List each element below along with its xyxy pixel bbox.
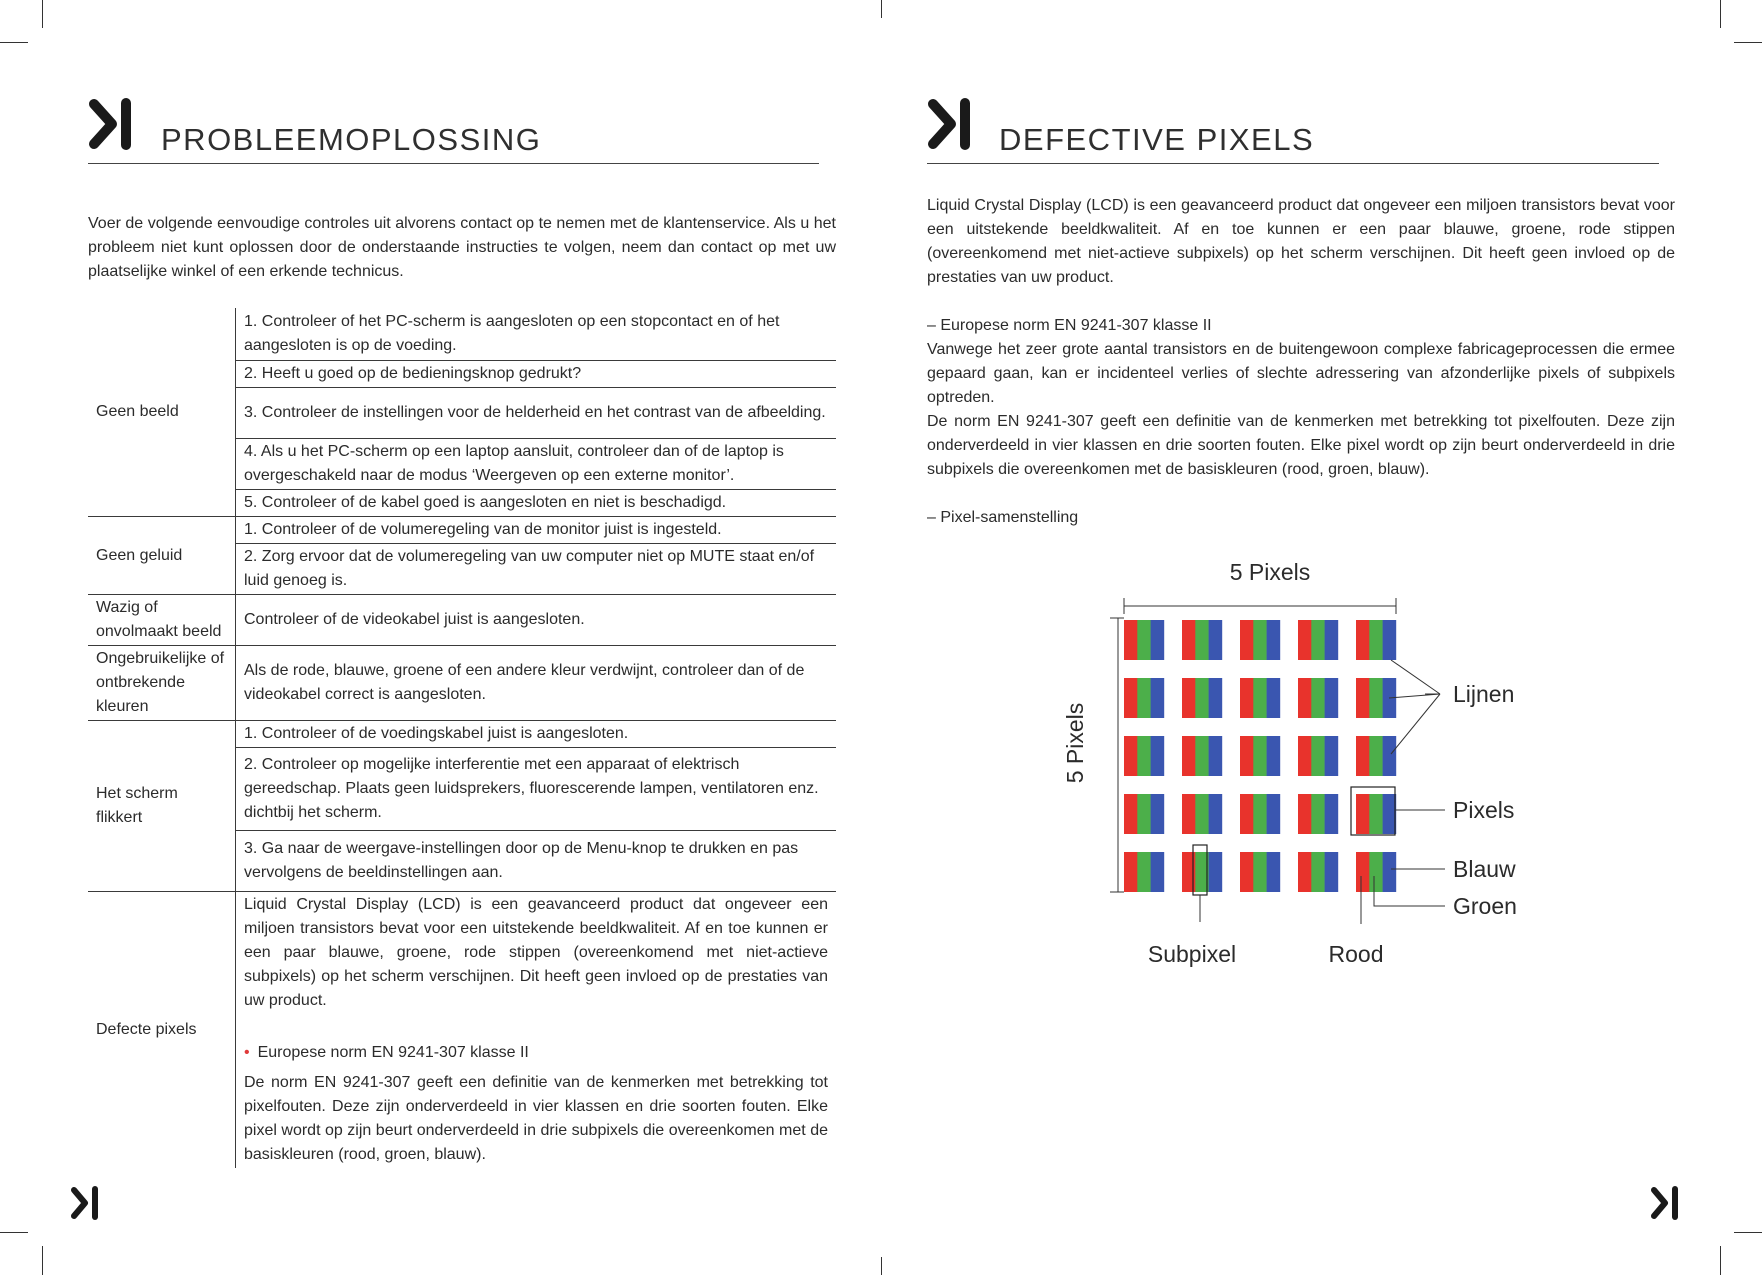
solution-cell: 2. Controleer op mogelijke interferentie met een apparaat of elektrisch gereedschap. Plaats geen luidsprekers, fluorescerende lampen, ventilatoren enz. dichtbij het scherm. [236,748,837,831]
blue-subpixel [1209,852,1223,892]
table-row [88,721,836,748]
blue-subpixel [1325,678,1339,718]
pixel [1124,678,1164,718]
green-subpixel [1369,736,1383,776]
norm-bullet-text: Europese norm EN 9241-307 klasse II [257,1044,529,1061]
solution-cell: 1. Controleer of de voedingskabel juist is aangesloten. [236,721,837,748]
pixel [1182,852,1222,892]
pixel [1182,620,1222,660]
pixel [1240,852,1280,892]
norm-paragraph-1: Vanwege het zeer grote aantal transistors en de buitengewoon complexe fabricageprocessen die ermee gepaard gaan, kan er incidenteel verlies of slechte adressering van afzonderlijke pixels of subpixels optreden. [927,341,1675,406]
intro-paragraph: Voer de volgende eenvoudige controles uit alvorens contact op te nemen met de klantenservice. Als u het probleem niet kunt oplossen door de onderstaande instructies te volgen, neem dan contact op met uw plaatselijke winkel of een erkende technicus. [88,215,836,280]
top-dimension-label: 5 Pixels [1229,559,1311,585]
red-subpixel [1298,794,1312,834]
crop-mark [0,1232,28,1233]
red-subpixel [1182,620,1196,660]
red-subpixel [1124,678,1138,718]
green-subpixel [1195,736,1209,776]
green-subpixel [1195,620,1209,660]
red-subpixel [1240,794,1254,834]
crop-mark [0,42,28,43]
red-subpixel [1182,678,1196,718]
crop-mark [1734,1232,1762,1233]
red-subpixel [1240,678,1254,718]
label-lijnen: Lijnen [1453,681,1515,707]
green-subpixel [1311,678,1325,718]
blue-subpixel [1209,620,1223,660]
blue-subpixel [1325,794,1339,834]
category-cell: Het scherm flikkert [88,721,236,892]
blue-subpixel [1383,852,1397,892]
page-title: PROBLEEMOPLOSSING [161,122,542,157]
label-subpixel: Subpixel [1147,941,1237,967]
troubleshooting-table [88,308,836,1168]
blue-subpixel [1151,620,1165,660]
pixel [1298,620,1338,660]
red-subpixel [1240,620,1254,660]
green-subpixel [1253,852,1267,892]
pixel-composition-diagram [1040,548,1540,988]
green-subpixel [1369,852,1383,892]
pixel [1356,736,1396,776]
blue-subpixel [1151,794,1165,834]
crop-mark [881,1257,882,1275]
solution-cell: 2. Heeft u goed op de bedieningsknop gedrukt? [236,361,837,388]
label-rood: Rood [1328,941,1384,967]
green-subpixel [1311,852,1325,892]
green-subpixel [1137,736,1151,776]
red-subpixel [1298,678,1312,718]
pixel [1356,852,1396,892]
pixel [1240,736,1280,776]
pixel [1240,794,1280,834]
green-subpixel [1369,678,1383,718]
blue-subpixel [1267,852,1281,892]
table-row [88,595,836,646]
green-subpixel [1311,794,1325,834]
red-subpixel [1124,794,1138,834]
crop-mark [42,0,43,28]
pixel [1298,852,1338,892]
brand-logo-icon [927,98,973,150]
pixel [1298,794,1338,834]
solution-cell: 3. Controleer de instellingen voor de helderheid en het contrast van de afbeelding. [236,388,837,439]
crop-mark [881,0,882,18]
crop-mark [42,1246,43,1275]
label-groen: Groen [1453,893,1517,919]
category-cell: Wazig of onvolmaakt beeld [88,595,236,646]
green-subpixel [1253,678,1267,718]
brand-logo-icon [1650,1186,1680,1220]
red-subpixel [1356,794,1370,834]
red-subpixel [1182,736,1196,776]
blue-subpixel [1383,736,1397,776]
solution-cell: 1. Controleer of de volumeregeling van de monitor juist is ingesteld. [236,517,837,544]
intro-paragraph: Liquid Crystal Display (LCD) is een geavanceerd product dat ongeveer een miljoen transistors bevat voor een uitstekende beeldkwaliteit. Af en toe kunnen er een paar blauwe, groene, rode stippen (overeenkomend met niet-actieve subpixels) op het scherm verschijnen. Dit heeft geen invloed op de prestaties van uw product. [927,197,1675,286]
red-subpixel [1356,736,1370,776]
pixel [1298,678,1338,718]
pixel [1124,794,1164,834]
crop-mark [1720,0,1721,28]
solution-cell: 2. Zorg ervoor dat de volumeregeling van uw computer niet op MUTE staat en/of luid genoeg is. [236,544,837,595]
category-cell: Geen beeld [96,403,179,420]
solution-cell: 5. Controleer of de kabel goed is aangesloten en niet is beschadigd. [236,490,837,517]
green-subpixel [1195,794,1209,834]
red-subpixel [1356,852,1370,892]
blue-subpixel [1209,678,1223,718]
blue-subpixel [1267,678,1281,718]
pixel [1182,736,1222,776]
pixel [1356,620,1396,660]
norm-paragraph-2: De norm EN 9241-307 geeft een definitie van de kenmerken met betrekking tot pixelfouten. Deze zijn onderverdeeld in vier klassen en drie soorten fouten. Elke pixel wordt op zijn beurt onderverdeeld in drie subpixels die overeenkomen met de basiskleuren (rood, groen, blauw). [927,413,1675,478]
pixel [1124,852,1164,892]
green-subpixel [1137,678,1151,718]
norm-item: – Europese norm EN 9241-307 klasse II [927,317,1212,334]
blue-subpixel [1325,620,1339,660]
category-cell: Geen geluid [88,517,236,595]
label-pixels: Pixels [1453,797,1515,823]
green-subpixel [1137,620,1151,660]
pixel [1240,620,1280,660]
solution-cell [236,892,837,1169]
blue-subpixel [1383,794,1397,834]
blue-subpixel [1209,736,1223,776]
pixel [1356,794,1396,834]
solution-cell: Controleer of de videokabel juist is aangesloten. [236,595,837,646]
defect-paragraph: Liquid Crystal Display (LCD) is een geavanceerd product dat ongeveer een miljoen transistors bevat voor een uitstekende beeldkwaliteit. Af en toe kunnen er een paar blauwe, groene, rode stippen (overeenkomend met niet-actieve subpixels) op het scherm verschijnen. Dit heeft geen invloed op de prestaties van uw product. [244,896,828,1009]
green-subpixel [1137,852,1151,892]
pixel-grid [1124,620,1396,892]
blue-subpixel [1151,736,1165,776]
composition-item: – Pixel-samenstelling [927,509,1079,526]
bullet-dot-icon: • [244,1044,250,1061]
norm-paragraph: De norm EN 9241-307 geeft een definitie van de kenmerken met betrekking tot pixelfouten. Deze zijn onderverdeeld in vier klassen en drie soorten fouten. Elke pixel wordt op zijn beurt onderverdeeld in drie subpixels die overeenkomen met de basiskleuren (rood, groen, blauw). [244,1074,828,1163]
crop-mark [1734,42,1762,43]
table-row [88,517,836,544]
green-subpixel [1253,620,1267,660]
brand-logo-icon [88,98,134,150]
category-cell: Defecte pixels [88,892,236,1169]
green-subpixel [1137,794,1151,834]
lijnen-leader [1389,694,1440,698]
title-divider [927,163,1659,164]
green-subpixel [1311,736,1325,776]
table-row [88,308,836,361]
red-subpixel [1298,620,1312,660]
pixel [1124,620,1164,660]
red-subpixel [1356,678,1370,718]
pixel [1182,678,1222,718]
blue-subpixel [1325,852,1339,892]
red-subpixel [1124,736,1138,776]
pixel [1298,736,1338,776]
title-divider [88,163,819,164]
green-subpixel [1253,736,1267,776]
lijnen-leader [1391,694,1440,754]
green-subpixel [1253,794,1267,834]
blue-subpixel [1383,620,1397,660]
pixel [1124,736,1164,776]
label-blauw: Blauw [1453,856,1516,882]
blue-subpixel [1151,678,1165,718]
green-subpixel [1195,678,1209,718]
red-subpixel [1356,620,1370,660]
red-subpixel [1298,736,1312,776]
side-dimension-label: 5 Pixels [1062,702,1088,784]
category-cell: Ongebruikelijke of ontbrekende kleuren [88,646,236,721]
pixel [1182,794,1222,834]
brand-logo-icon [70,1186,100,1220]
blue-subpixel [1209,794,1223,834]
green-subpixel [1311,620,1325,660]
blue-subpixel [1267,736,1281,776]
red-subpixel [1240,852,1254,892]
page-title: DEFECTIVE PIXELS [999,122,1315,157]
red-subpixel [1240,736,1254,776]
red-subpixel [1124,620,1138,660]
norm-bullet [244,1041,828,1065]
pixel [1240,678,1280,718]
table-row [88,646,836,721]
blue-subpixel [1325,736,1339,776]
green-subpixel [1369,794,1383,834]
solution-cell: 3. Ga naar de weergave-instellingen door op de Menu-knop te drukken en pas vervolgens de beeldinstellingen aan. [236,831,837,892]
blue-subpixel [1267,620,1281,660]
solution-cell: 1. Controleer of het PC-scherm is aangesloten op een stopcontact en of het aangesloten is op de voeding. [236,308,837,361]
lijnen-leader [1391,660,1440,694]
blue-subpixel [1267,794,1281,834]
solution-cell: Als de rode, blauwe, groene of een andere kleur verdwijnt, controleer dan of de videokabel correct is aangesloten. [236,646,837,721]
crop-mark [1720,1246,1721,1275]
green-subpixel [1369,620,1383,660]
red-subpixel [1298,852,1312,892]
red-subpixel [1182,794,1196,834]
blue-subpixel [1151,852,1165,892]
solution-cell: 4. Als u het PC-scherm op een laptop aansluit, controleer dan of de laptop is overgeschakeld naar de modus ‘Weergeven op een externe monitor’. [236,439,837,490]
table-row [88,892,836,1169]
red-subpixel [1124,852,1138,892]
